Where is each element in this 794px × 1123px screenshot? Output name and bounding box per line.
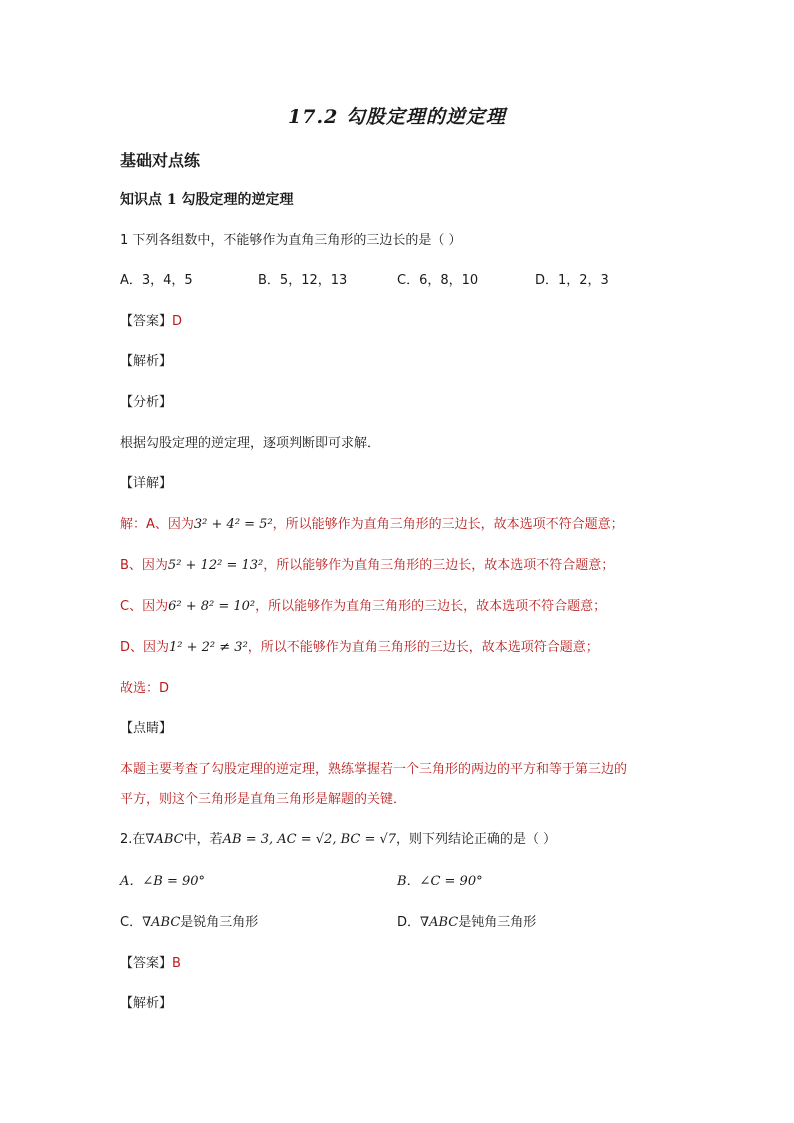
q1-comment-tag: 【点睛】 bbox=[120, 721, 173, 736]
q1-analysis-tag: 【解析】 bbox=[120, 354, 173, 369]
document-title: 17.2 勾股定理的逆定理 bbox=[288, 106, 506, 128]
q2-answer-tag: 【答案】 bbox=[120, 956, 173, 971]
q1-detail-tag: 【详解】 bbox=[120, 476, 173, 491]
q2-option-d-label: D． bbox=[397, 915, 421, 930]
q2-triangle-symbol: ∇ABC bbox=[145, 832, 184, 847]
q2-option-d bbox=[397, 914, 536, 932]
q1-comment-line-1: 本题主要考查了勾股定理的逆定理，熟练掌握若一个三角形的两边的平方和等于第三边的 bbox=[120, 762, 628, 777]
q1-option-b: B．5，12，13 bbox=[258, 273, 348, 288]
q2-option-b: B．∠C = 90° bbox=[397, 874, 483, 889]
answer-value: D bbox=[172, 314, 183, 329]
detail-b-prefix: B、因为 bbox=[120, 558, 168, 573]
q2-option-d-triangle: ∇ABC bbox=[420, 915, 459, 930]
q1-fenxi-tag: 【分析】 bbox=[120, 395, 173, 410]
answer-tag: 【答案】 bbox=[120, 314, 173, 329]
detail-b-suffix: ，所以能够作为直角三角形的三边长，故本选项不符合题意； bbox=[263, 558, 615, 573]
q2-option-c bbox=[120, 914, 258, 932]
q2-stem-equation: AB = 3, AC = √2, BC = √7 bbox=[222, 832, 397, 847]
detail-a-prefix: 解：A、因为 bbox=[120, 517, 194, 532]
q2-stem-mid: 中，若 bbox=[183, 832, 223, 847]
q1-detail-line-b bbox=[120, 557, 614, 575]
q2-stem-prefix: 2.在 bbox=[120, 832, 146, 847]
q1-detail-line-c bbox=[120, 598, 606, 616]
detail-a-suffix: ，所以能够作为直角三角形的三边长，故本选项不符合题意； bbox=[272, 517, 624, 532]
q1-choose: 故选：D bbox=[120, 681, 170, 696]
detail-d-prefix: D、因为 bbox=[120, 640, 170, 655]
detail-d-equation: 1² + 2² ≠ 3² bbox=[169, 640, 248, 655]
q2-option-c-text: 是锐角三角形 bbox=[180, 915, 259, 930]
q1-detail-line-d bbox=[120, 639, 599, 657]
q2-option-c-triangle: ∇ABC bbox=[142, 915, 181, 930]
q2-option-a: A．∠B = 90° bbox=[120, 874, 206, 889]
section-heading: 基础对点练 bbox=[120, 151, 201, 170]
detail-a-equation: 3² + 4² = 5² bbox=[193, 517, 273, 532]
q2-analysis-tag: 【解析】 bbox=[120, 996, 173, 1011]
q2-option-c-label: C． bbox=[120, 915, 143, 930]
q2-stem-suffix: ，则下列结论正确的是（ ） bbox=[396, 832, 557, 847]
q1-option-a: A．3，4，5 bbox=[120, 273, 193, 288]
detail-d-suffix: ，所以不能够作为直角三角形的三边长，故本选项符合题意； bbox=[247, 640, 599, 655]
detail-c-suffix: ，所以能够作为直角三角形的三边长，故本选项不符合题意； bbox=[255, 599, 607, 614]
q1-option-c: C．6，8，10 bbox=[397, 273, 479, 288]
q2-option-d-text: 是钝角三角形 bbox=[458, 915, 537, 930]
q1-stem: 1 下列各组数中，不能够作为直角三角形的三边长的是（ ） bbox=[120, 233, 462, 248]
knowledge-point-heading: 知识点 1 勾股定理的逆定理 bbox=[120, 192, 294, 208]
q1-fenxi-text: 根据勾股定理的逆定理，逐项判断即可求解． bbox=[120, 436, 381, 451]
q1-option-d: D．1，2，3 bbox=[535, 273, 609, 288]
detail-c-equation: 6² + 8² = 10² bbox=[168, 599, 256, 614]
q2-answer-line bbox=[120, 955, 181, 973]
detail-b-equation: 5² + 12² = 13² bbox=[167, 558, 264, 573]
detail-c-prefix: C、因为 bbox=[120, 599, 169, 614]
q1-answer-line bbox=[120, 313, 182, 331]
q1-detail-line-a bbox=[120, 516, 624, 534]
q2-stem bbox=[120, 831, 556, 849]
q2-answer-value: B bbox=[172, 956, 181, 971]
q1-comment-line-2: 平方，则这个三角形是直角三角形是解题的关键． bbox=[120, 792, 407, 807]
